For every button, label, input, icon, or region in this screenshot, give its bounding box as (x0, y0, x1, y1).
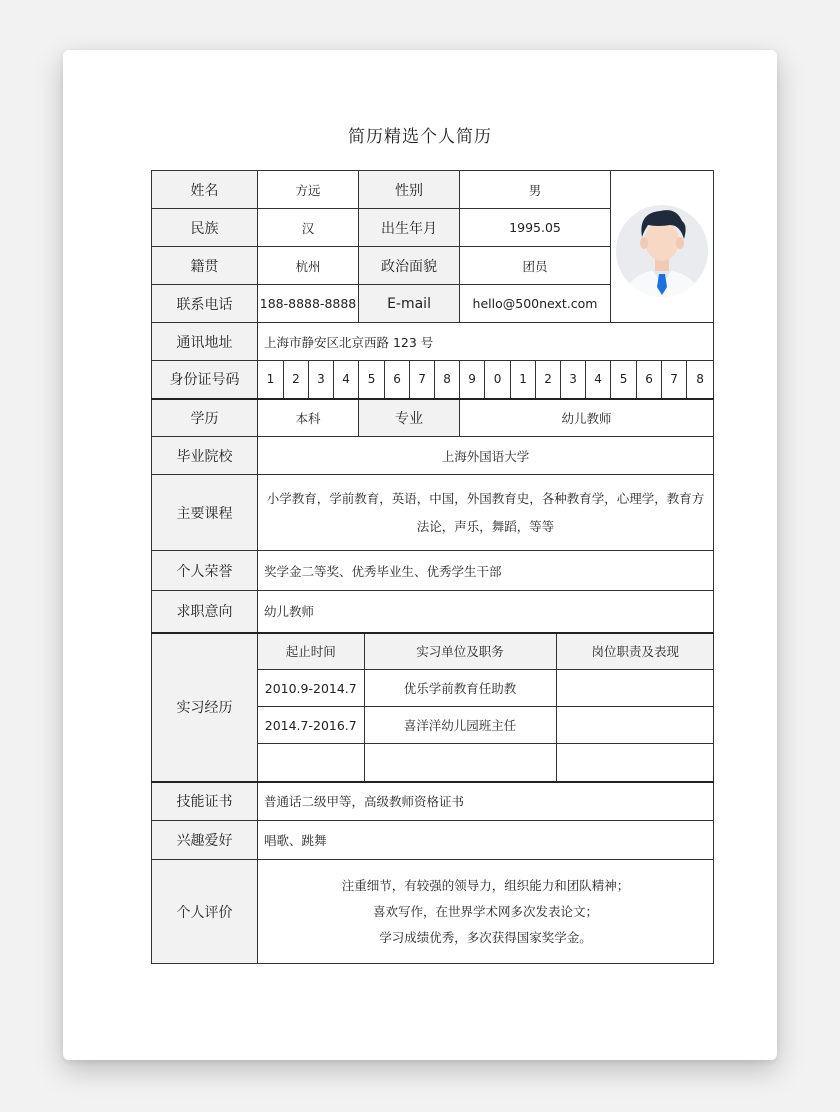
value-courses: 小学教育，学前教育，英语，中国，外国教育史，各种教育学，心理学，教育方法论，声乐，舞蹈，等等 (258, 475, 714, 551)
label-internship: 实习经历 (152, 633, 258, 782)
id-digit: 4 (334, 361, 359, 399)
id-digit: 2 (284, 361, 309, 399)
internship-period: 2010.9-2014.7 (258, 670, 364, 707)
internship-duty (556, 670, 714, 707)
value-gender: 男 (460, 171, 611, 209)
label-gender: 性别 (359, 171, 460, 209)
value-skills: 普通话二级甲等，高级教师资格证书 (258, 782, 714, 821)
label-address: 通讯地址 (152, 323, 258, 361)
id-digit: 4 (586, 361, 611, 399)
id-digit: 9 (460, 361, 485, 399)
internship-header-unit: 实习单位及职务 (364, 634, 556, 670)
label-phone: 联系电话 (152, 285, 258, 323)
id-digit: 8 (435, 361, 460, 399)
photo-cell (611, 171, 714, 323)
label-honors: 个人荣誉 (152, 551, 258, 591)
internship-duty (556, 744, 714, 781)
label-hobbies: 兴趣爱好 (152, 821, 258, 860)
internship-period (258, 744, 364, 781)
evaluation-line: 喜欢写作，在世界学术网多次发表论文； (373, 903, 599, 919)
value-evaluation (258, 860, 714, 964)
value-native: 杭州 (258, 247, 359, 285)
label-native: 籍贯 (152, 247, 258, 285)
label-major: 专业 (359, 399, 460, 437)
label-skills: 技能证书 (152, 782, 258, 821)
internship-header-duty: 岗位职责及表现 (556, 634, 714, 670)
id-digit: 5 (359, 361, 385, 399)
value-hobbies: 唱歌、跳舞 (258, 821, 714, 860)
internship-unit: 优乐学前教育任助教 (364, 670, 556, 707)
id-digit: 6 (385, 361, 410, 399)
id-digit: 1 (511, 361, 536, 399)
internship-table (258, 634, 714, 781)
id-digit: 7 (410, 361, 435, 399)
id-digit: 3 (309, 361, 334, 399)
value-phone: 188-8888-8888 (258, 285, 359, 323)
label-birth: 出生年月 (359, 209, 460, 247)
value-political: 团员 (460, 247, 611, 285)
label-evaluation: 个人评价 (152, 860, 258, 964)
value-address: 上海市静安区北京西路 123 号 (258, 323, 714, 361)
evaluation-line: 学习成绩优秀，多次获得国家奖学金。 (379, 929, 592, 945)
label-name: 姓名 (152, 171, 258, 209)
value-objective: 幼儿教师 (258, 591, 714, 633)
value-education: 本科 (258, 399, 359, 437)
internship-unit: 喜洋洋幼儿园班主任 (364, 707, 556, 744)
value-ethnicity: 汉 (258, 209, 359, 247)
id-digit: 7 (662, 361, 687, 399)
internship-period: 2014.7-2016.7 (258, 707, 364, 744)
internship-header-period: 起止时间 (258, 634, 364, 670)
avatar-icon (614, 195, 710, 299)
internship-duty (556, 707, 714, 744)
value-school: 上海外国语大学 (258, 437, 714, 475)
id-digit: 0 (485, 361, 511, 399)
evaluation-line: 注重细节，有较强的领导力，组织能力和团队精神； (341, 877, 630, 893)
id-digit: 5 (611, 361, 637, 399)
label-id-number: 身份证号码 (152, 361, 258, 399)
value-honors: 奖学金二等奖、优秀毕业生、优秀学生干部 (258, 551, 714, 591)
label-political: 政治面貌 (359, 247, 460, 285)
id-digit: 6 (637, 361, 662, 399)
label-ethnicity: 民族 (152, 209, 258, 247)
label-school: 毕业院校 (152, 437, 258, 475)
label-objective: 求职意向 (152, 591, 258, 633)
id-digit: 1 (258, 361, 284, 399)
value-email: hello@500next.com (460, 285, 611, 323)
id-digit: 2 (536, 361, 561, 399)
resume-page (63, 50, 777, 1060)
id-digit: 3 (561, 361, 586, 399)
value-major: 幼儿教师 (460, 399, 714, 437)
internship-unit (364, 744, 556, 781)
id-digit: 8 (687, 361, 714, 399)
label-education: 学历 (152, 399, 258, 437)
value-name: 方远 (258, 171, 359, 209)
label-courses: 主要课程 (152, 475, 258, 551)
value-birth: 1995.05 (460, 209, 611, 247)
label-email: E-mail (359, 285, 460, 323)
document-title: 简历精选个人简历 (348, 127, 492, 147)
resume-table (151, 170, 714, 964)
internship-cell (258, 633, 714, 782)
